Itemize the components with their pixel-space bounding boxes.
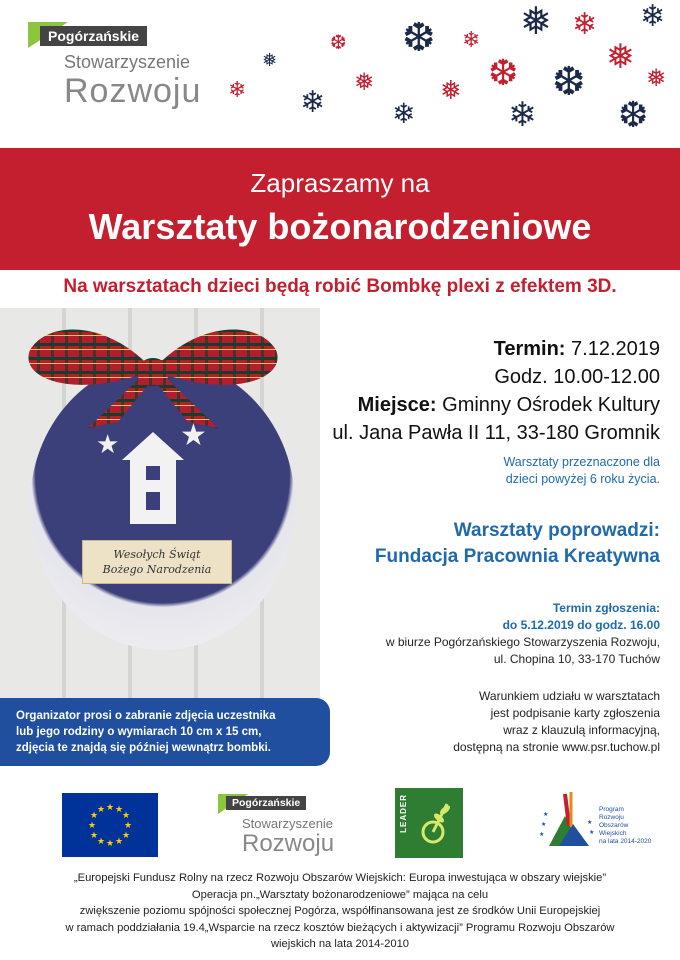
svg-text:★: ★: [539, 831, 545, 838]
svg-text:★: ★: [121, 811, 131, 821]
snowflake-icon: ❆: [402, 15, 436, 61]
snowflake-icon: ❅: [440, 76, 462, 106]
footer-text: [30, 870, 650, 953]
photo-request-line3: zdjęcia te znajdą się później wewnątrz bombki.: [16, 742, 271, 754]
svg-text:★: ★: [123, 821, 133, 831]
prow-line5: na lata 2014-2020: [599, 838, 652, 845]
registration-info: [386, 600, 660, 668]
snowflake-icon: ❄: [228, 78, 247, 103]
svg-text:★: ★: [541, 821, 547, 828]
registration-line3: w biurze Pogórzańskiego Stowarzyszenia Rozwoju,: [385, 635, 660, 649]
prow-line4: Wiejskich: [599, 830, 627, 837]
leader-logo: [395, 788, 463, 858]
snowflake-icon: ❆: [618, 95, 649, 136]
svg-text:★: ★: [587, 819, 593, 826]
plaque-line2: Bożego Narodzenia: [102, 563, 212, 576]
condition-info: [453, 688, 660, 756]
snowflake-icon: ❆: [488, 53, 519, 94]
registration-line4: ul. Chopina 10, 33-170 Tuchów: [493, 652, 660, 666]
house-icon: [120, 430, 186, 526]
event-address: ul. Jana Pawła II 11, 33-180 Gromnik: [332, 422, 660, 444]
logo-tag: Pogórzańskie: [40, 26, 147, 46]
photo-request-line1: Organizator prosi o zabranie zdjęcia uczestnika: [16, 710, 276, 722]
snowflake-icon: ❆: [552, 59, 586, 105]
age-line1: Warsztaty przeznaczone dla: [503, 455, 660, 469]
prow-emblem-icon: [535, 786, 599, 858]
psr-logo-small: [218, 794, 348, 860]
svg-text:★: ★: [87, 821, 97, 831]
logo-line3: Rozwoju: [64, 72, 202, 110]
date-value: 7.12.2019: [571, 338, 660, 360]
ornament-plaque: [82, 540, 232, 584]
star-icon: ★: [96, 430, 120, 460]
host-line1: Warsztaty poprowadzi:: [453, 520, 660, 541]
snowflake-icon: ❄: [640, 0, 666, 34]
event-place: [358, 394, 660, 417]
snowflake-icon: ❅: [606, 37, 635, 77]
snowflake-icon: ❅: [354, 68, 375, 96]
logo-small-line3: Rozwoju: [242, 830, 335, 857]
svg-text:★: ★: [89, 831, 99, 841]
snowflake-icon: ❆: [330, 30, 347, 54]
title-band: [0, 148, 680, 270]
registration-deadline: do 5.12.2019 do godz. 16.00: [502, 618, 660, 632]
footer-line3: zwiększenie poziomu spójności społecznej Pogórza, współfinansowana jest ze środków Unii Europejskiej: [79, 905, 601, 917]
prow-line3: Obszarów: [599, 822, 629, 829]
svg-text:★: ★: [89, 811, 99, 821]
eu-flag-icon: [62, 793, 158, 857]
condition-line3: wraz z klauzulą informacyjną,: [503, 723, 660, 737]
svg-text:★: ★: [589, 829, 595, 836]
star-icon: ★: [180, 418, 207, 453]
prow-logo: [535, 786, 655, 858]
event-hours: Godz. 10.00-12.00: [494, 366, 660, 388]
event-title: Warsztaty bożonarodzeniowe: [88, 206, 592, 247]
footer-line1: „Europejski Fundusz Rolny na rzecz Rozwoju Obszarów Wiejskich: Europa inwestująca w obszary wiejskie”: [73, 872, 607, 884]
snowflake-icon: ❅: [520, 0, 552, 43]
svg-text:★: ★: [121, 831, 131, 841]
photo-request-box: [0, 698, 330, 766]
snowflake-icon: ❄: [572, 7, 598, 42]
age-note: [503, 454, 660, 488]
prow-line1: Program: [599, 806, 624, 813]
place-label: Miejsce:: [357, 394, 437, 416]
snowflake-icon: ❄: [508, 95, 537, 135]
tartan-bow-icon: [18, 310, 288, 430]
svg-text:★: ★: [543, 811, 549, 818]
snowflake-icon: ❄: [462, 28, 481, 53]
svg-text:★: ★: [105, 803, 115, 813]
logo-small-tag: Pogórzańskie: [226, 796, 306, 810]
host-info: [375, 518, 660, 570]
snowflake-icon: ❅: [646, 64, 667, 92]
eu-stars-icon: [62, 793, 158, 857]
psr-logo: [28, 22, 208, 114]
footer-line5: wiejskich na lata 2014-2010: [270, 938, 410, 950]
registration-label: Termin zgłoszenia:: [552, 601, 660, 615]
age-line2: dzieci powyżej 6 roku życia.: [505, 472, 660, 486]
leader-plant-icon: [395, 788, 463, 858]
svg-text:★: ★: [96, 837, 106, 847]
place-value: Gminny Ośrodek Kultury: [442, 394, 660, 416]
logo-small-line2: Stowarzyszenie: [242, 816, 334, 831]
invite-text: Zapraszamy na: [250, 168, 430, 198]
subtitle: Na warsztatach dzieci będą robić Bombkę plexi z efektem 3D.: [63, 276, 617, 297]
condition-line1: Warunkiem udziału w warsztatach: [479, 689, 660, 703]
snowflake-icon: ❄: [392, 97, 416, 130]
condition-line4: dostępną na stronie www.psr.tuchow.pl: [453, 740, 660, 754]
prow-line2: Rozwoju: [599, 814, 624, 821]
leader-text: LEADER: [399, 794, 408, 833]
photo-request-line2: lub jego rodziny o wymiarach 10 cm x 15 cm,: [16, 726, 262, 738]
svg-text:★: ★: [114, 805, 124, 815]
footer-line4: w ramach poddziałania 19.4„Wsparcie na rzecz kosztów bieżących i aktywizacji” Programu Rozwoju Obszarów: [65, 921, 615, 934]
footer-line2: Operacja pn.„Warsztaty bożonarodzeniowe” mająca na celu: [191, 888, 489, 901]
logo-line2: Stowarzyszenie: [64, 52, 191, 72]
plaque-line1: Wesołych Świąt: [113, 548, 201, 561]
host-line2: Fundacja Pracownia Kreatywna: [374, 546, 660, 567]
snowflake-icon: ❄: [300, 85, 326, 120]
svg-text:★: ★: [96, 805, 106, 815]
condition-line2: jest podpisanie karty zgłoszenia: [490, 706, 660, 720]
date-label: Termin:: [493, 338, 566, 360]
svg-text:★: ★: [114, 837, 124, 847]
svg-text:★: ★: [105, 839, 115, 849]
snowflake-icon: ❅: [262, 50, 278, 71]
prow-text: [599, 806, 651, 846]
event-date: [494, 338, 660, 361]
